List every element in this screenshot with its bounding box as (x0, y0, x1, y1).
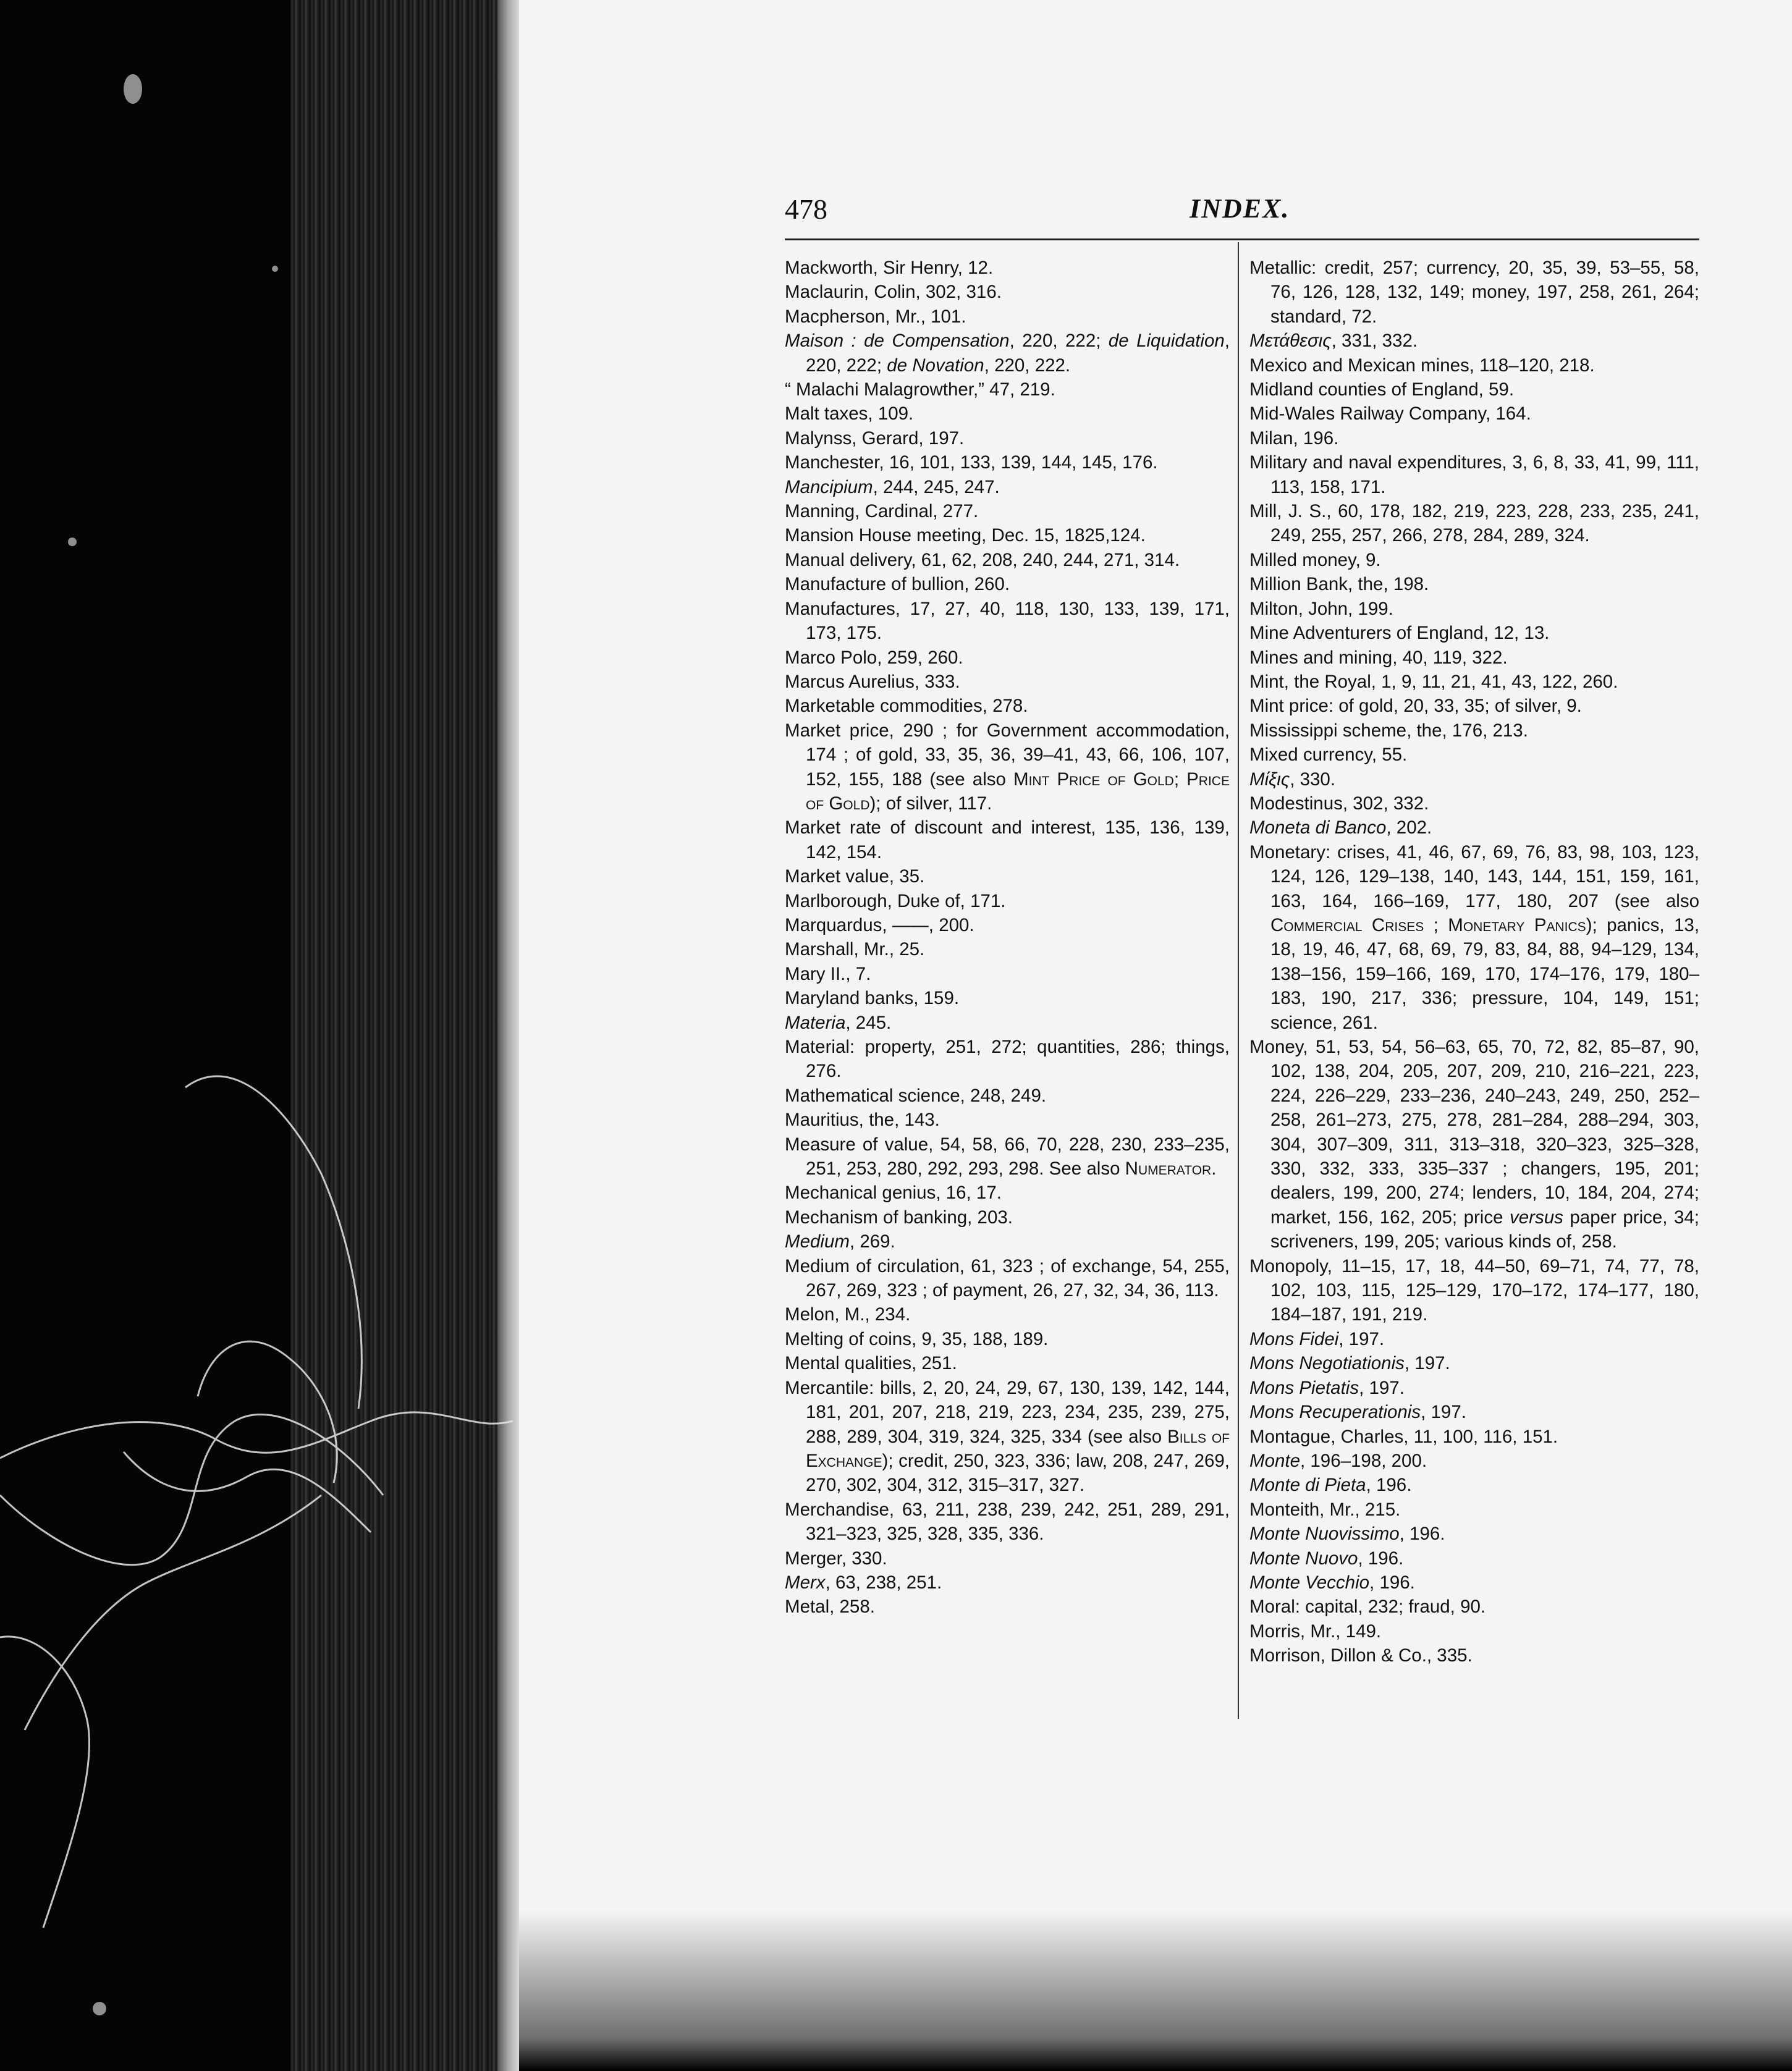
index-entry (785, 1351, 1230, 1375)
index-entry-text: Marcus Aurelius, 333. (785, 671, 960, 692)
index-entry-text: Maryland banks, 159. (785, 988, 960, 1009)
index-entry (785, 450, 1230, 475)
index-entry (1249, 816, 1699, 840)
index-entry-text: , 202. (1386, 817, 1432, 838)
index-entry (785, 329, 1230, 378)
index-entry-text: , 220, 222. (984, 355, 1071, 376)
index-entry-text: Μίξις (1249, 769, 1290, 790)
index-entry-text: Monte Nuovissimo (1249, 1524, 1400, 1545)
index-entry-text: , 196–198, 200. (1300, 1450, 1427, 1471)
page-bottom-shadow (519, 1910, 1792, 2071)
column-divider (1238, 242, 1239, 1719)
index-entry-text: Morris, Mr., 149. (1249, 1621, 1382, 1642)
index-entry (1249, 694, 1699, 718)
index-entry-text: , 197. (1421, 1402, 1466, 1423)
index-entry (785, 597, 1230, 646)
index-entry (785, 572, 1230, 596)
index-entry (1249, 767, 1699, 791)
index-entry (785, 305, 1230, 329)
index-entry-text: Mines and mining, 40, 119, 322. (1249, 647, 1508, 668)
index-entry-text: Mathematical science, 248, 249. (785, 1085, 1047, 1106)
index-entry (785, 426, 1230, 450)
index-entry (1249, 499, 1699, 548)
page-gutter (497, 0, 522, 2071)
index-entry-text: Milled money, 9. (1249, 549, 1381, 570)
index-entry (785, 816, 1230, 864)
index-entry-text: Μετάθεσις (1249, 331, 1332, 352)
index-entry (1249, 1351, 1699, 1375)
index-entry-text: Monteith, Mr., 215. (1249, 1499, 1401, 1520)
index-entry-text: Mansion House meeting, Dec. 15, 1825,124. (785, 525, 1146, 546)
index-entry-text: “ Malachi Malagrowther,” 47, 219. (785, 379, 1055, 400)
index-entry-text: Mint, the Royal, 1, 9, 11, 21, 41, 43, 122, 260. (1249, 671, 1618, 692)
index-entry (785, 256, 1230, 280)
index-entry-text: Metal, 258. (785, 1596, 875, 1618)
index-entry-text: Mackworth, Sir Henry, 12. (785, 258, 994, 278)
index-entry (785, 1546, 1230, 1571)
index-entry-text: Marlborough, Duke of, 171. (785, 890, 1006, 911)
index-entry (785, 937, 1230, 961)
index-entry-text: Market value, 35. (785, 866, 925, 887)
index-entry-text: Mancipium (785, 476, 873, 497)
index-entry (1249, 719, 1699, 743)
index-entry-text: , 63, 238, 251. (825, 1572, 942, 1593)
index-entry-text: Merger, 330. (785, 1548, 887, 1569)
index-entry-text: Monte Vecchio (1249, 1572, 1370, 1593)
index-entry (1249, 402, 1699, 426)
index-entry (1249, 621, 1699, 645)
index-entry-text: Mint price: of gold, 20, 33, 35; of silver, 9. (1249, 696, 1582, 717)
index-entry-text: , 197. (1359, 1377, 1405, 1398)
index-entry (1249, 1254, 1699, 1327)
index-entry-text: de Novation (887, 355, 984, 376)
index-entry (1249, 1595, 1699, 1619)
index-entry-text: , 330. (1290, 769, 1336, 790)
index-entry-text: de Liquidation (1108, 331, 1225, 352)
index-entry-text: ; (1173, 769, 1187, 790)
index-entry (785, 1205, 1230, 1230)
index-entry-text: Measure of value, 54, 58, 66, 70, 228, 230, 233–235, 251, 253, 280, 292, 293, 298. See also (785, 1134, 1230, 1179)
index-entry-text: Moral: capital, 232; fraud, 90. (1249, 1596, 1486, 1618)
index-entry (1249, 1035, 1699, 1254)
index-entry-text: Macpherson, Mr., 101. (785, 306, 966, 327)
dust-speck (272, 266, 278, 272)
index-entry-text: Mental qualities, 251. (785, 1353, 957, 1374)
index-entry-text: Mons Pietatis (1249, 1377, 1359, 1398)
index-entry (1249, 1400, 1699, 1424)
index-entry-text: Mauritius, the, 143. (785, 1110, 940, 1131)
index-entry-text: Monopoly, 11–15, 17, 18, 44–50, 69–71, 74, 77, 78, 102, 103, 115, 125–129, 170–172, 174–177, 180, 184–187, 191, 219. (1249, 1255, 1699, 1325)
index-entry (785, 1108, 1230, 1132)
index-entry (785, 1011, 1230, 1035)
index-entry-text: Modestinus, 302, 332. (1249, 793, 1429, 814)
index-entry-text: Numerator (1125, 1158, 1212, 1179)
index-entry-text: Mechanical genius, 16, 17. (785, 1183, 1002, 1204)
index-entry (1249, 1376, 1699, 1400)
index-entry-text: Commercial Crises (1270, 914, 1424, 935)
index-entry-text: Maclaurin, Colin, 302, 316. (785, 282, 1002, 303)
index-entry-text: Price of Gold (806, 769, 1230, 814)
index-entry-text: Marshall, Mr., 25. (785, 939, 925, 960)
index-entry (1249, 646, 1699, 670)
index-entry (785, 402, 1230, 426)
index-entry (1249, 450, 1699, 499)
index-entry-text: Marquardus, ——, 200. (785, 914, 974, 935)
index-entry (1249, 1473, 1699, 1497)
index-entry-text: , 196. (1369, 1572, 1415, 1593)
index-entry-text: Mixed currency, 55. (1249, 744, 1408, 766)
index-entry (785, 1571, 1230, 1595)
index-entry (1249, 1619, 1699, 1643)
index-entry-text: Million Bank, the, 198. (1249, 574, 1429, 595)
index-entry (785, 864, 1230, 888)
index-entry-text: Material: property, 251, 272; quantities, 286; things, 276. (785, 1037, 1230, 1082)
index-entry-text: Manchester, 16, 101, 133, 139, 144, 145, 176. (785, 452, 1158, 473)
index-entry (1249, 743, 1699, 767)
index-entry (1249, 329, 1699, 353)
index-entry-text: Monte (1249, 1450, 1300, 1471)
index-entry (1249, 1498, 1699, 1522)
index-entry-text: Medium of circulation, 61, 323 ; of exchange, 54, 255, 267, 269, 323 ; of payment, 26, 27, 32, 34, 36, 113. (785, 1255, 1230, 1301)
index-entry-text: versus (1510, 1207, 1563, 1228)
index-entry (785, 1254, 1230, 1303)
index-entry (1249, 1643, 1699, 1668)
index-entry-text: , 196. (1366, 1475, 1412, 1496)
index-entry (785, 280, 1230, 304)
index-entry-text: , 197. (1338, 1328, 1385, 1349)
book-fore-edge (290, 0, 501, 2071)
index-entry (785, 548, 1230, 572)
index-column-left (785, 256, 1230, 1619)
index-entry-text: paper price, 34; scriveners, 199, 205; various kinds of, 258. (1270, 1207, 1699, 1252)
index-entry-text: , 245. (845, 1012, 892, 1033)
index-entry-text: Melting of coins, 9, 35, 188, 189. (785, 1328, 1049, 1349)
index-entry (1249, 1327, 1699, 1351)
index-entry-text: Morrison, Dillon & Co., 335. (1249, 1645, 1473, 1666)
index-entry-text: Mississippi scheme, the, 176, 213. (1249, 720, 1528, 741)
index-entry-text: Mons Fidei (1249, 1328, 1339, 1349)
index-entry (785, 1302, 1230, 1327)
index-entry-text: Mine Adventurers of England, 12, 13. (1249, 623, 1550, 644)
index-entry (785, 646, 1230, 670)
index-entry-text: Mons Recuperationis (1249, 1402, 1421, 1423)
index-entry (785, 719, 1230, 816)
index-entry-text: Monte Nuovo (1249, 1548, 1358, 1569)
index-entry (1249, 1522, 1699, 1546)
index-entry-text: Marketable commodities, 278. (785, 696, 1028, 717)
index-entry-text: Mary II., 7. (785, 963, 871, 984)
index-entry (1249, 840, 1699, 1035)
index-entry (785, 1181, 1230, 1205)
index-entry (785, 475, 1230, 499)
index-entry-text: Monetary: crises, 41, 46, 67, 69, 76, 83, 98, 103, 123, 124, 126, 129–138, 140, 143, 144, 151, 159, 161, 163, 164, 166–169, 177, 180, 207 (see also (1249, 841, 1699, 911)
index-entry-text: ); of silver, 117. (869, 793, 992, 814)
index-entry-text: Mill, J. S., 60, 178, 182, 219, 223, 228, 233, 235, 241, 249, 255, 257, 266, 278, 284, 289, 324. (1249, 501, 1699, 546)
index-entry-text: , 196. (1399, 1524, 1445, 1545)
index-entry (1249, 548, 1699, 572)
dust-speck (68, 538, 77, 546)
index-entry (1249, 572, 1699, 596)
page-number: 478 (785, 193, 827, 225)
index-entry (785, 694, 1230, 718)
index-entry-text: Mint Price of Gold (1013, 769, 1174, 790)
index-entry-text: ); credit, 250, 323, 336; law, 208, 247, 269, 270, 302, 304, 312, 315–317, 327. (806, 1450, 1230, 1496)
index-entry-text: Montague, Charles, 11, 100, 116, 151. (1249, 1426, 1558, 1447)
index-entry-text: ; (1424, 914, 1448, 935)
index-entry (785, 523, 1230, 547)
index-entry-text: Moneta di Banco (1249, 817, 1387, 838)
index-entry-text: Military and naval expenditures, 3, 6, 8, 33, 41, 99, 111, 113, 158, 171. (1249, 452, 1699, 497)
index-entry-text: Mercantile: bills, 2, 20, 24, 29, 67, 130, 139, 142, 144, 181, 201, 207, 218, 219, 223, 234, 235, 239, 275, 288, 289, 304, 319, 324, 325, 334 (see also (785, 1377, 1230, 1447)
index-entry-text: Monte di Pieta (1249, 1475, 1366, 1496)
index-entry-text: Market rate of discount and interest, 135, 136, 139, 142, 154. (785, 817, 1230, 863)
index-entry-text: , 244, 245, 247. (873, 476, 1000, 497)
page-title: INDEX. (1190, 193, 1290, 224)
index-entry-text: Mechanism of banking, 203. (785, 1207, 1013, 1228)
index-entry-text: . (1211, 1158, 1217, 1179)
index-entry-text: Manning, Cardinal, 277. (785, 501, 979, 522)
index-entry (1249, 426, 1699, 450)
index-entry-text: Manual delivery, 61, 62, 208, 240, 244, 271, 314. (785, 549, 1180, 570)
index-entry (785, 1595, 1230, 1619)
index-entry (785, 913, 1230, 937)
index-entry-text: Metallic: credit, 257; currency, 20, 35, 39, 53–55, 58, 76, 126, 128, 132, 149; money, 197, 258, 261, 264; standard, 72. (1249, 258, 1699, 327)
index-entry-text: Mid-Wales Railway Company, 164. (1249, 403, 1531, 424)
index-entry (785, 1084, 1230, 1108)
dust-speck (124, 74, 142, 104)
header-rule (785, 238, 1699, 240)
index-entry-text: Merchandise, 63, 211, 238, 239, 242, 251, 289, 291, 321–323, 325, 328, 335, 336. (785, 1499, 1230, 1545)
index-entry-text: Malynss, Gerard, 197. (785, 428, 965, 449)
index-entry (785, 1133, 1230, 1181)
index-entry (785, 1327, 1230, 1351)
index-entry-text: , 197. (1404, 1353, 1450, 1374)
index-entry (785, 889, 1230, 913)
index-entry (785, 499, 1230, 523)
index-entry-text: Monetary Panics (1448, 914, 1586, 935)
index-entry (785, 986, 1230, 1010)
index-entry-text: Market price, 290 ; for Government accommodation, 174 ; of gold, 33, 35, 36, 39–41, 43, 66, 106, 107, 152, 155, 188 (see also (785, 720, 1230, 790)
index-entry-text: Manufactures, 17, 27, 40, 118, 130, 133, 139, 171, 173, 175. (785, 598, 1230, 644)
index-entry-text: , 196. (1358, 1548, 1404, 1569)
index-entry-text: , 220, 222; (1009, 331, 1109, 352)
index-entry (785, 1230, 1230, 1254)
index-entry-text: Melon, M., 234. (785, 1304, 911, 1325)
index-entry-text: Milton, John, 199. (1249, 598, 1393, 619)
index-entry (1249, 791, 1699, 816)
running-head (785, 193, 1699, 236)
index-entry-text: ); panics, 13, 18, 19, 46, 47, 68, 69, 79, 83, 84, 88, 94–129, 134, 138–156, 159–166, 169, 170, 174–176, 179, 180–183, 190, 217, 336; pressure, 104, 149, 151; science, 261. (1270, 914, 1700, 1033)
index-column-right (1249, 256, 1699, 1668)
index-entry (1249, 597, 1699, 621)
index-entry-text: Midland counties of England, 59. (1249, 379, 1515, 400)
index-entry-text: Mexico and Mexican mines, 118–120, 218. (1249, 355, 1595, 376)
index-entry (1249, 1546, 1699, 1571)
index-entry (785, 1035, 1230, 1084)
index-entry (1249, 353, 1699, 378)
index-entry-text: Materia (785, 1012, 846, 1033)
index-entry-text: , 331, 332. (1331, 331, 1418, 352)
index-entry-text: Medium (785, 1231, 850, 1252)
index-entry-text: , 269. (849, 1231, 895, 1252)
index-entry-text: Mons Negotiationis (1249, 1353, 1405, 1374)
index-entry (1249, 1449, 1699, 1473)
index-entry-text: Manufacture of bullion, 260. (785, 574, 1010, 595)
index-entry-text: Milan, 196. (1249, 428, 1339, 449)
index-entry (1249, 1425, 1699, 1449)
index-entry (1249, 1571, 1699, 1595)
index-entry (1249, 670, 1699, 694)
dust-speck (93, 2002, 106, 2015)
index-entry (785, 1376, 1230, 1498)
index-entry-text: Maison : de Compensation (785, 331, 1010, 352)
index-entry (1249, 378, 1699, 402)
index-entry-text: Marco Polo, 259, 260. (785, 647, 963, 668)
index-entry-text: Malt taxes, 109. (785, 403, 914, 424)
index-entry (785, 378, 1230, 402)
index-entry (785, 962, 1230, 986)
index-entry (785, 1498, 1230, 1546)
index-entry-text: Merx (785, 1572, 826, 1593)
index-entry (1249, 256, 1699, 329)
index-entry-text: Money, 51, 53, 54, 56–63, 65, 70, 72, 82, 85–87, 90, 102, 138, 204, 205, 207, 209, 210, 216–221, 223, 224, 226–229, 233–236, 240–243, 249, 250, 252–258, 261–273, 275, 278, 281–284, 288–294, 303, 304, 307–309, 311, 313–318, 320–323, 325–328, 330, 332, 333, 335–337 ; changers, 195, 201; dealers, 199, 200, 274; lenders, 10, 184, 204, 274; market, 156, 162, 205; price (1249, 1037, 1699, 1228)
index-entry (785, 670, 1230, 694)
index-entry-text: Bills of Exchange (806, 1426, 1230, 1471)
index-entry-text: , 220, 222; (806, 331, 1230, 376)
